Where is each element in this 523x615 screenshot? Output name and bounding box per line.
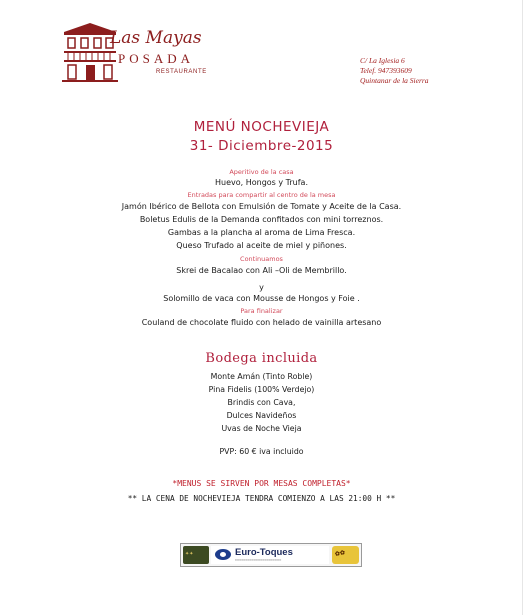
logo-name-text: POSADA [118,51,195,66]
menu-dish: Queso Trufado al aceite de miel y piñones. [176,241,347,250]
logo-tagline-text: RESTAURANTE [156,69,207,75]
start-time-notice: ** LA CENA DE NOCHEVIEJA TENDRA COMIENZO A LAS 21:00 H ** [127,494,396,503]
euro-toques-text: Euro-Toques [235,547,293,558]
euro-toques-subtitle-icon: ━━━━━━━━━━━━━━━━━━━━━━ [235,558,282,562]
sponsor-logo-right [332,546,359,564]
bodega-item: Uvas de Noche Vieja [221,424,302,433]
tables-notice: *MENUS SE SIRVEN POR MESAS COMPLETAS* [172,479,351,488]
sponsor-logo-left [183,546,209,564]
menu-dish: Jamón Ibérico de Bellota con Emulsión de Tomate y Aceite de la Casa. [121,202,402,211]
section-heading: Continuamos [240,255,283,263]
section-heading: Entradas para compartir al centro de la mesa [187,191,336,199]
menu-dish: Solomillo de vaca con Mousse de Hongos y Foie . [163,294,360,303]
bodega-title: Bodega incluida [205,351,318,366]
menu-dish: y [259,283,264,292]
address-street: C/ La Iglesia 6 [360,56,405,65]
address-town: Quintanar de la Sierra [360,76,429,85]
bodega-item: Brindis con Cava, [227,398,296,407]
sponsor-strip [180,543,362,567]
logo-script-text: Las Mayas [110,28,202,48]
bodega-item: Pina Fidelis (100% Verdejo) [208,385,315,394]
menu-dish: Huevo, Hongos y Trufa. [215,178,308,187]
address-phone: Telef. 947393609 [360,66,412,75]
section-heading: Aperitivo de la casa [229,168,294,176]
sponsor-emblem-icon: ✦✦ [185,551,194,557]
bodega-item: Dulces Navideños [226,411,297,420]
menu-dish: Skrei de Bacalao con Ali –Oli de Membrillo. [176,266,347,275]
euro-toques-logo [211,546,329,564]
bodega-item: Monte Amán (Tinto Roble) [210,372,313,381]
price-text: PVP: 60 € iva incluido [219,447,304,456]
euro-toques-icon [215,549,231,560]
restaurant-address [360,56,429,86]
menu-dish: Couland de chocolate fluido con helado de vainilla artesano [141,318,382,327]
restaurant-logo [62,22,212,86]
section-heading: Para finalizar [240,307,283,315]
menu-dish: Gambas a la plancha al aroma de Lima Fresca. [167,228,356,237]
menu-dish: Boletus Edulis de la Demanda confitados con mini torreznos. [139,215,384,224]
menu-date: 31- Diciembre-2015 [189,138,334,154]
sponsor-badge-icon: ✿✿ [334,550,346,558]
menu-title: MENÚ NOCHEVIEJA [193,119,330,135]
